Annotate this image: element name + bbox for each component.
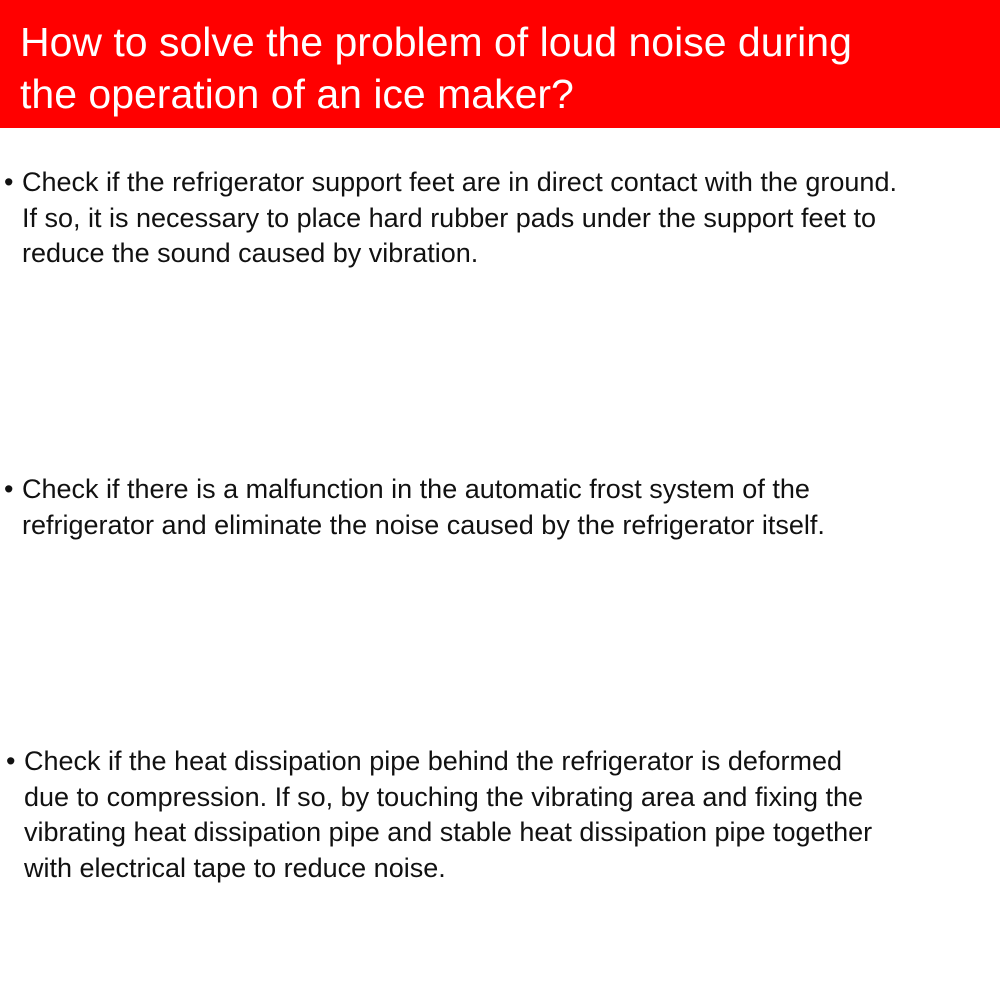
tip-item-heat-dissipation-pipe	[6, 744, 1000, 886]
page-title: How to solve the problem of loud noise during the operation of an ice maker?	[20, 19, 852, 117]
tip-text: Check if the heat dissipation pipe behind the refrigerator is deformed due to compression. If so, by touching the vibrating area and fixing the vibrating heat dissipation pipe and stable heat dissipation pipe together with electrical tape to reduce noise.	[24, 746, 873, 883]
bullet-icon: •	[4, 167, 14, 197]
title-banner	[0, 0, 1000, 128]
bullet-icon: •	[4, 474, 14, 504]
bullet-icon: •	[6, 746, 16, 776]
tip-item-support-feet	[4, 165, 998, 272]
tip-text: Check if there is a malfunction in the automatic frost system of the refrigerator and eliminate the noise caused by the refrigerator itself.	[22, 474, 825, 540]
tip-text: Check if the refrigerator support feet are in direct contact with the ground. If so, it is necessary to place hard rubber pads under the support feet to reduce the sound caused by vibration.	[22, 167, 897, 268]
tip-item-frost-system	[4, 472, 998, 543]
